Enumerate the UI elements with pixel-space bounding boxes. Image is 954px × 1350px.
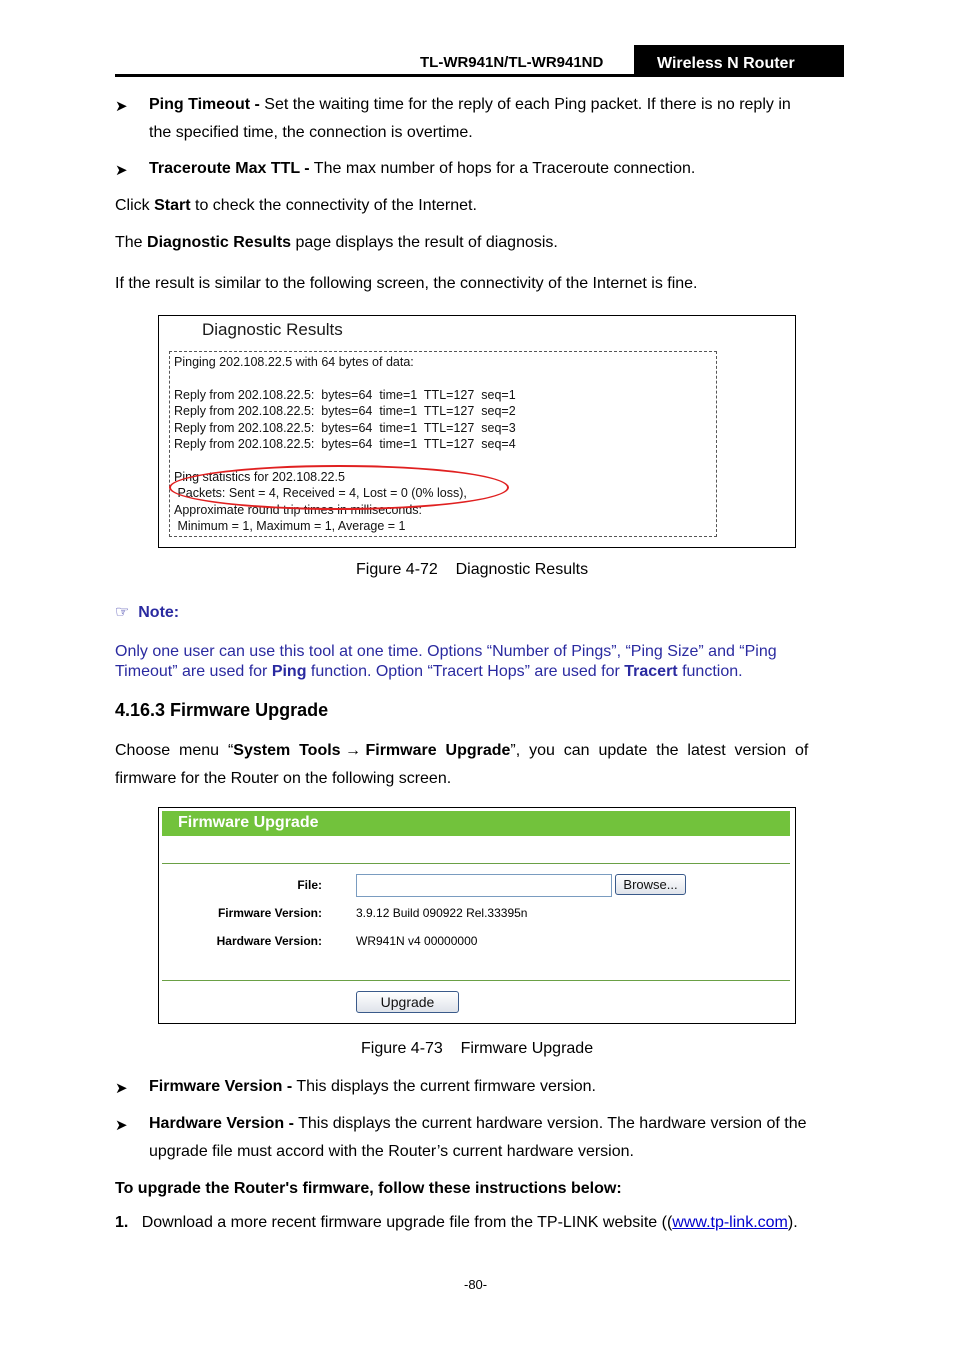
arrowhead-bullet-icon: ➤ <box>115 162 128 179</box>
result-line: Reply from 202.108.22.5: bytes=64 time=1 TTL=127 seq=3 <box>174 421 516 435</box>
results-dashed-box <box>169 351 717 537</box>
result-line: Packets: Sent = 4, Received = 4, Lost = 0 (0% loss), <box>174 486 467 500</box>
page-number: -80- <box>464 1277 488 1292</box>
term-firmware-version: Firmware Version - <box>149 1078 293 1095</box>
figure-caption: Figure 4-73 Firmware Upgrade <box>361 1040 594 1057</box>
term-traceroute-ttl: Traceroute Max TTL - <box>149 160 310 177</box>
firmware-version-value: 3.9.12 Build 090922 Rel.33395n <box>356 906 528 920</box>
pointing-hand-icon: ☞ <box>115 604 130 621</box>
text: page displays the result of diagnosis. <box>291 234 558 251</box>
bullet-firmware-version <box>149 1073 839 1101</box>
file-input[interactable] <box>356 874 612 897</box>
text: Choose menu “ <box>115 742 234 759</box>
desc-traceroute-ttl: The max number of hops for a Traceroute connection. <box>313 160 696 177</box>
text: to check the connectivity of the Internet. <box>190 197 477 214</box>
diag-results-text <box>115 229 839 257</box>
note-text: Timeout” are used for <box>115 663 272 680</box>
section-heading: 4.16.3 Firmware Upgrade <box>115 700 329 720</box>
note-heading <box>115 602 179 622</box>
note-text: function. Option “Tracert Hops” are used for <box>306 663 625 680</box>
click-start-text <box>115 192 839 220</box>
result-line: Approximate round trip times in milliseconds: <box>174 503 423 517</box>
arrow-right-icon: → <box>345 742 362 759</box>
upgrade-button[interactable]: Upgrade <box>356 991 459 1013</box>
result-text: If the result is similar to the following screen, the connectivity of the Internet is fine. <box>115 275 698 292</box>
desc-hardware-version-1: This displays the current hardware version. The hardware version of the <box>298 1115 807 1132</box>
bold-diagnostic-results: Diagnostic Results <box>147 234 292 251</box>
tp-link-website-link[interactable]: www.tp-link.com <box>672 1214 788 1231</box>
bullet-hardware-version <box>149 1110 839 1166</box>
desc-firmware-version: This displays the current firmware version. <box>296 1078 596 1095</box>
term-ping-timeout: Ping Timeout - <box>149 96 260 113</box>
arrowhead-bullet-icon: ➤ <box>115 98 128 115</box>
choose-menu-text <box>115 737 839 793</box>
result-line: Reply from 202.108.22.5: bytes=64 time=1 TTL=127 seq=2 <box>174 404 516 418</box>
figure-caption: Figure 4-72 Diagnostic Results <box>356 561 589 578</box>
bullet-ping-timeout <box>149 91 839 147</box>
result-line: Reply from 202.108.22.5: bytes=64 time=1 TTL=127 seq=1 <box>174 388 516 402</box>
file-label: File: <box>297 878 322 892</box>
instructions-heading: To upgrade the Router's firmware, follow these instructions below: <box>115 1180 622 1197</box>
bold-start: Start <box>154 197 191 214</box>
bold-tracert: Tracert <box>624 663 678 680</box>
firmware-upgrade-figure <box>158 807 796 1024</box>
text: firmware for the Router on the following screen. <box>115 770 452 787</box>
bold-ping: Ping <box>271 663 307 680</box>
browse-button[interactable]: Browse... <box>615 874 686 895</box>
note-text: Only one user can use this tool at one time. Options “Number of Pings”, “Ping Size” and “Ping <box>115 643 777 660</box>
text: Click <box>115 197 155 214</box>
firmware-version-label: Firmware Version: <box>217 906 322 920</box>
step-number: 1. <box>115 1214 129 1231</box>
hardware-version-value: WR941N v4 00000000 <box>356 934 478 948</box>
step-1 <box>115 1209 798 1237</box>
term-hardware-version: Hardware Version - <box>149 1115 294 1132</box>
result-line: Minimum = 1, Maximum = 1, Average = 1 <box>174 519 406 533</box>
result-line: Ping statistics for 202.108.22.5 <box>174 470 345 484</box>
result-line: Reply from 202.108.22.5: bytes=64 time=1 TTL=127 seq=4 <box>174 437 516 451</box>
figure-title: Diagnostic Results <box>202 320 343 339</box>
bold-system-tools: System Tools <box>233 742 341 759</box>
bullet-traceroute-ttl <box>149 155 839 183</box>
divider <box>162 863 790 864</box>
firmware-upgrade-titlebar: Firmware Upgrade <box>162 811 790 836</box>
hardware-version-label: Hardware Version: <box>216 934 322 948</box>
bold-firmware-upgrade: Firmware Upgrade <box>365 742 511 759</box>
text: ”, you can update the latest version of <box>510 742 809 759</box>
arrowhead-bullet-icon: ➤ <box>115 1117 128 1134</box>
highlight-ellipse <box>169 465 509 510</box>
note-body <box>115 642 839 682</box>
divider <box>162 980 790 981</box>
note-label: Note: <box>138 604 180 621</box>
text: The <box>115 234 148 251</box>
header-product-box: Wireless N Router <box>634 45 844 77</box>
header-rule <box>115 74 844 77</box>
arrowhead-bullet-icon: ➤ <box>115 1080 128 1097</box>
step-text: ). <box>787 1214 798 1231</box>
diagnostic-results-figure <box>158 315 796 548</box>
result-line: Pinging 202.108.22.5 with 64 bytes of data: <box>174 355 414 369</box>
note-text: function. <box>677 663 743 680</box>
step-text: Download a more recent firmware upgrade file from the TP-LINK website (( <box>141 1214 673 1231</box>
header-model: TL-WR941N/TL-WR941ND <box>420 54 604 71</box>
desc-ping-timeout-2: the specified time, the connection is overtime. <box>149 124 473 141</box>
desc-hardware-version-2: upgrade file must accord with the Router’s current hardware version. <box>149 1143 634 1160</box>
desc-ping-timeout-1: Set the waiting time for the reply of each Ping packet. If there is no reply in <box>264 96 791 113</box>
